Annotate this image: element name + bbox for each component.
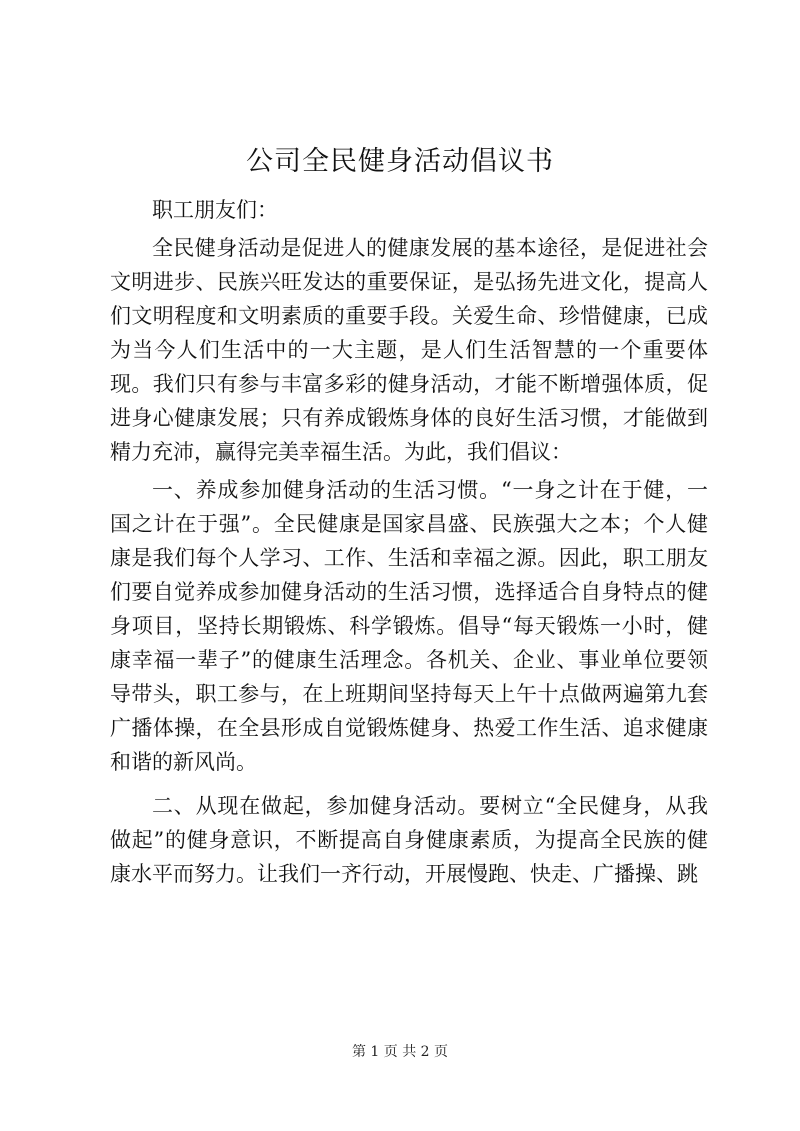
document-title: 公司全民健身活动倡议书 (246, 146, 554, 177)
paragraph-proposal-two: 二、从现在做起，参加健身活动。要树立“全民健身，从我做起”的健身意识，不断提高自身健康素质，为提高全民族的健康水平而努力。让我们一齐行动，开展慢跑、快走、广播操、跳 (110, 794, 708, 886)
salutation: 职工朋友们： (152, 198, 278, 222)
paragraph-proposal-one: 一、养成参加健身活动的生活习惯。“一身之计在于健，一国之计在于强”。全民健康是国家昌盛、民族强大之本；个人健康是我们每个人学习、工作、生活和幸福之源。因此，职工朋友们要自觉养成参加健身活动的生活习惯，选择适合自身特点的健身项目，坚持长期锻炼、科学锻炼。倡导“每天锻炼一小时，健康幸福一辈子”的健康生活理念。各机关、企业、事业单位要领导带头，职工参与，在上班期间坚持每天上午十点做两遍第九套广播体操，在全县形成自觉锻炼健身、热爱工作生活、追求健康和谐的新风尚。 (110, 478, 708, 774)
page-footer: 第 1 页 共 2 页 (351, 1044, 449, 1060)
paragraph-intro: 全民健身活动是促进人的健康发展的基本途径，是促进社会文明进步、民族兴旺发达的重要保证，是弘扬先进文化，提高人们文明程度和文明素质的重要手段。关爱生命、珍惜健康，已成为当今人们生活中的一大主题，是人们生活智慧的一个重要体现。我们只有参与丰富多彩的健身活动，才能不断增强体质，促进身心健康发展；只有养成锻炼身体的良好生活习惯，才能做到精力充沛，赢得完美幸福生活。为此，我们倡议： (110, 236, 708, 464)
document-body (110, 193, 708, 895)
